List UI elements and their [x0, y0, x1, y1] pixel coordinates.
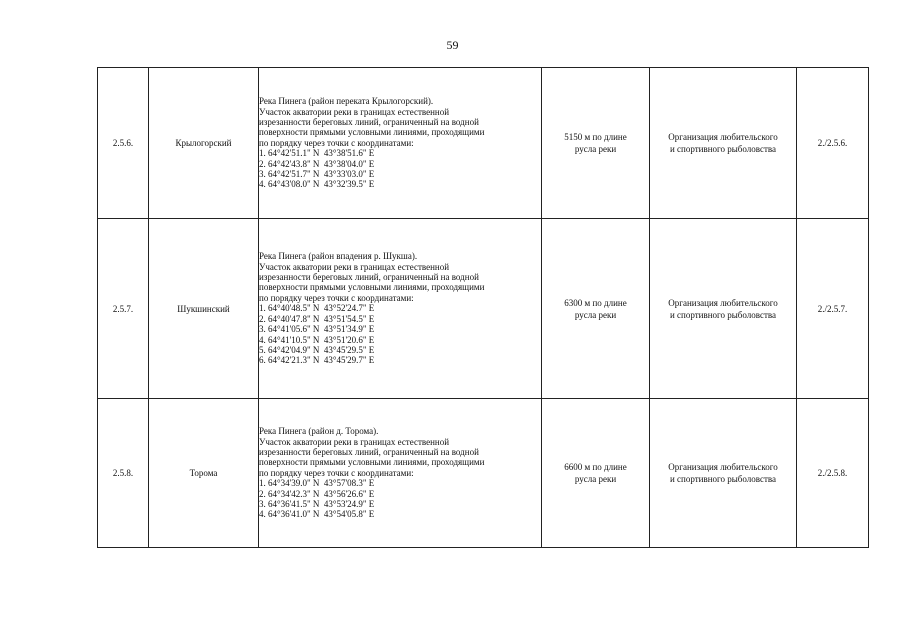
area-code: 2./2.5.8.	[797, 399, 869, 548]
area-code: 2./2.5.6.	[797, 68, 869, 219]
coordinate-point: 1. 64°34'39.0" N 43°57'08.3" E	[259, 478, 375, 489]
coordinate-point: 1. 64°40'48.5" N 43°52'24.7" E	[259, 303, 375, 314]
description-line: изрезанности береговых линий, ограниченный на водной	[259, 446, 479, 457]
description-title: Река Пинега (район переката Крылогорский).	[259, 96, 434, 107]
length-value: 6300 м по длине	[564, 297, 627, 308]
coordinate-point: 2. 64°34'42.3" N 43°56'26.6" E	[259, 488, 375, 499]
length-unit-text: русла реки	[574, 144, 617, 154]
area-length	[542, 68, 650, 219]
area-length	[542, 219, 650, 399]
area-purpose	[650, 68, 797, 219]
purpose-line: Организация любительского	[668, 132, 778, 142]
length-value: 5150 м по длине	[564, 132, 627, 142]
area-code: 2./2.5.7.	[797, 219, 869, 399]
coordinate-point: 3. 64°42'51.7" N 43°33'03.0" E	[259, 169, 375, 180]
table-row	[98, 68, 869, 219]
coordinate-point: 1. 64°42'51.1" N 43°38'51.6" E	[259, 148, 375, 159]
table-row	[98, 219, 869, 399]
description-line: изрезанности береговых линий, ограниченный на водной	[259, 272, 479, 283]
coordinate-point: 4. 64°41'10.5" N 43°51'20.6" E	[259, 334, 375, 345]
description-line: Участок акватории реки в границах естественной	[259, 261, 450, 272]
area-name: Шукшинский	[149, 219, 259, 399]
description-title: Река Пинега (район впадения р. Шукша).	[259, 251, 418, 262]
purpose-line: и спортивного рыболовства	[669, 144, 777, 154]
description-line: изрезанности береговых линий, ограниченный на водной	[259, 116, 479, 127]
description-line: поверхности прямыми условными линиями, проходящими	[259, 282, 485, 293]
area-purpose	[650, 399, 797, 548]
coordinate-point: 5. 64°42'04.9" N 43°45'29.5" E	[259, 344, 375, 355]
page-number: 59	[446, 38, 459, 52]
purpose-line: и спортивного рыболовства	[669, 474, 777, 484]
row-number: 2.5.8.	[98, 399, 149, 548]
row-number: 2.5.6.	[98, 68, 149, 219]
purpose-line: Организация любительского	[668, 297, 778, 308]
area-length	[542, 399, 650, 548]
area-name: Крылогорский	[149, 68, 259, 219]
coordinate-point: 2. 64°42'43.8" N 43°38'04.0" E	[259, 158, 375, 169]
coordinate-point: 6. 64°42'21.3" N 43°45'29.7" E	[259, 355, 375, 366]
length-unit-text: русла реки	[574, 309, 617, 320]
description-line: поверхности прямыми условными линиями, проходящими	[259, 127, 485, 138]
coordinate-point: 3. 64°36'41.5" N 43°53'24.9" E	[259, 499, 375, 510]
row-number: 2.5.7.	[98, 219, 149, 399]
area-description	[259, 68, 542, 219]
area-description	[259, 399, 542, 548]
description-line: по порядку через точки с координатами:	[259, 137, 414, 148]
description-title: Река Пинега (район д. Торома).	[259, 426, 379, 437]
description-line: Участок акватории реки в границах естественной	[259, 106, 450, 117]
description-line: Участок акватории реки в границах естественной	[259, 436, 450, 447]
length-value: 6600 м по длине	[564, 462, 627, 472]
area-name: Торома	[149, 399, 259, 548]
description-line: по порядку через точки с координатами:	[259, 292, 414, 303]
fishing-areas-table	[97, 67, 869, 548]
area-purpose	[650, 219, 797, 399]
description-line: по порядку через точки с координатами:	[259, 467, 414, 478]
description-line: поверхности прямыми условными линиями, проходящими	[259, 457, 485, 468]
coordinate-point: 4. 64°36'41.0" N 43°54'05.8" E	[259, 509, 375, 520]
coordinate-point: 3. 64°41'05.6" N 43°51'34.9" E	[259, 324, 375, 335]
purpose-line: Организация любительского	[668, 462, 778, 472]
coordinate-point: 2. 64°40'47.8" N 43°51'54.5" E	[259, 313, 375, 324]
length-unit-text: русла реки	[574, 474, 617, 484]
coordinate-point: 4. 64°43'08.0" N 43°32'39.5" E	[259, 179, 375, 190]
purpose-line: и спортивного рыболовства	[669, 309, 777, 320]
table-row	[98, 399, 869, 548]
area-description	[259, 219, 542, 399]
